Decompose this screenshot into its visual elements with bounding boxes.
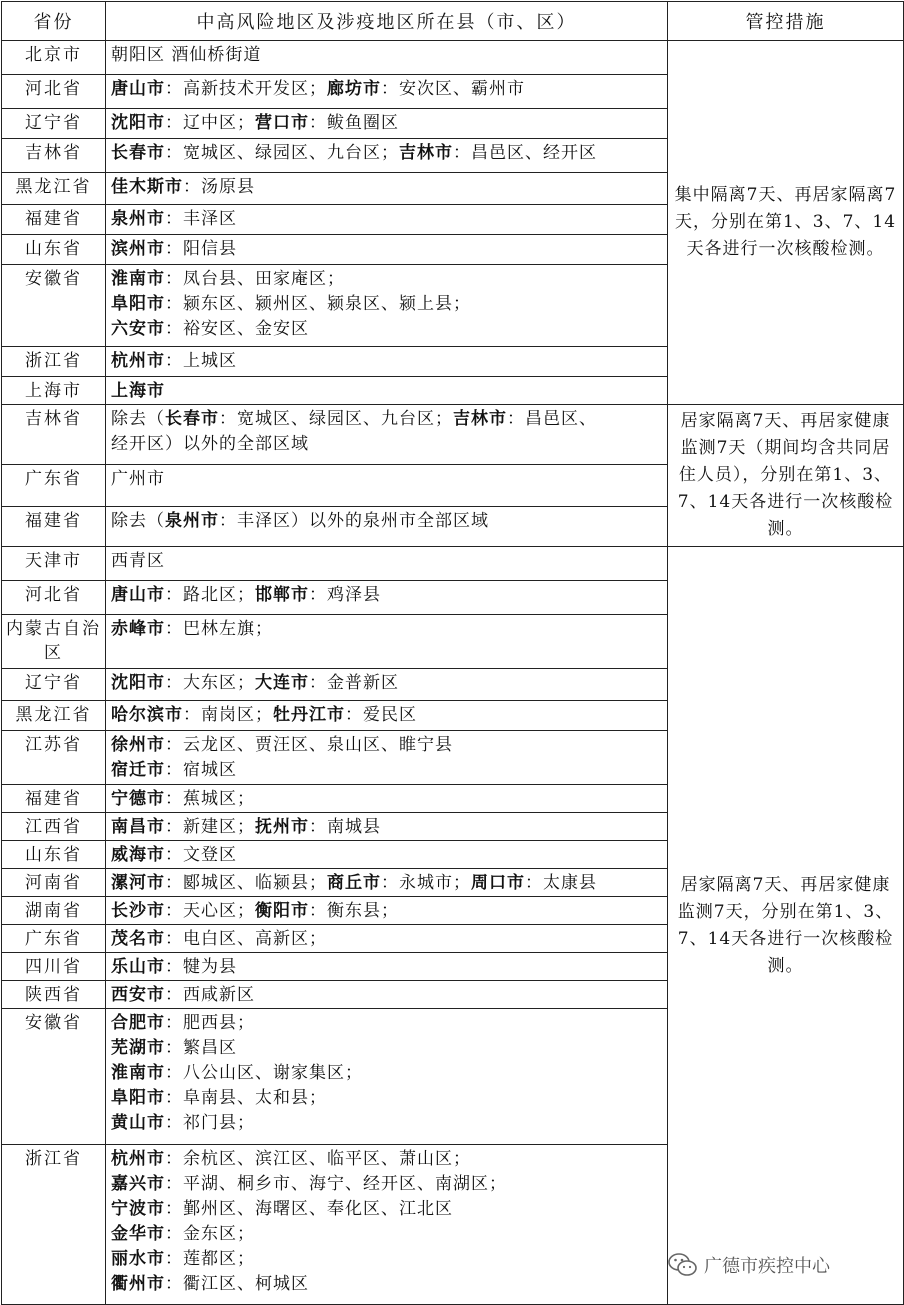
area-cell [106,265,668,347]
city-name: 芜湖市 [111,1038,165,1058]
control-measure-cell: 居家隔离7天、再居家健康监测7天，分别在第1、3、7、14天各进行一次核酸检测。 [668,547,904,1305]
area-cell [106,897,668,925]
area-line [111,432,667,457]
area-line [111,267,667,292]
city-name: 泉州市 [111,209,165,229]
district-list: ：丰泽区）以外的泉州市全部区域 [219,511,489,531]
district-list: ：巴林左旗； [165,619,273,639]
city-name: 宁波市 [111,1199,165,1219]
province-cell: 黑龙江省 [2,173,106,205]
district-list: ：阜南县、太和县； [165,1088,327,1108]
district-list: 除去（ [111,511,165,531]
district-list: ：永城市； [381,873,471,893]
province-cell: 江西省 [2,813,106,841]
area-cell [106,615,668,669]
header-measures: 管控措施 [668,2,904,41]
district-list: ：宽城区、绿园区、九台区； [165,143,399,163]
area-cell [106,581,668,615]
district-list: ：莲都区； [165,1249,255,1269]
area-line [111,175,667,200]
area-line [111,1172,667,1197]
district-list: ：裕安区、金安区 [165,319,309,339]
area-line [111,317,667,342]
province-cell: 浙江省 [2,347,106,377]
area-line [111,1036,667,1061]
district-list: ：郾城区、临颍县； [165,873,327,893]
province-cell: 辽宁省 [2,669,106,701]
province-cell: 福建省 [2,205,106,235]
city-name: 廊坊市 [327,79,381,99]
area-line [111,843,667,868]
district-list: ：八公山区、谢家集区； [165,1063,363,1083]
city-name: 长春市 [111,143,165,163]
city-name: 茂名市 [111,929,165,949]
province-cell: 湖南省 [2,897,106,925]
area-cell [106,813,668,841]
watermark-text: 广德市疾控中心 [704,1256,830,1277]
district-list: ：鄞州区、海曙区、奉化区、江北区 [165,1199,453,1219]
city-name: 滨州市 [111,239,165,259]
area-line [111,703,667,728]
city-name: 宁德市 [111,789,165,809]
province-cell: 北京市 [2,41,106,75]
city-name: 营口市 [255,113,309,133]
province-cell: 山东省 [2,841,106,869]
district-list: ：衡东县； [309,901,399,921]
area-cell [106,547,668,581]
province-cell: 四川省 [2,953,106,981]
district-list: 广州市 [111,469,165,489]
area-line [111,237,667,262]
city-name: 西安市 [111,985,165,1005]
district-list: ：安次区、霸州市 [381,79,525,99]
area-line [111,815,667,840]
city-name: 唐山市 [111,79,165,99]
city-name: 淮南市 [111,269,165,289]
area-line [111,955,667,980]
city-name: 牡丹江市 [273,705,345,725]
city-name: 衡阳市 [255,901,309,921]
province-cell: 内蒙古自治区 [2,615,106,669]
area-line [111,787,667,812]
district-list: ：平湖、桐乡市、海宁、经开区、南湖区； [165,1174,507,1194]
area-line [111,1247,667,1272]
district-list: ：爱民区 [345,705,417,725]
area-line [111,583,667,608]
area-cell [106,41,668,75]
area-line [111,983,667,1008]
area-cell [106,953,668,981]
district-list: 经开区）以外的全部区域 [111,434,309,454]
district-list: ：繁昌区 [165,1038,237,1058]
city-name: 丽水市 [111,1249,165,1269]
area-line [111,871,667,896]
city-name: 六安市 [111,319,165,339]
city-name: 沈阳市 [111,113,165,133]
district-list: ：凤台县、田家庵区； [165,269,345,289]
province-cell: 安徽省 [2,265,106,347]
city-name: 淮南市 [111,1063,165,1083]
area-cell [106,405,668,465]
city-name: 宿迁市 [111,760,165,780]
city-name: 上海市 [111,381,165,401]
area-cell [106,981,668,1009]
district-list: ：大东区； [165,673,255,693]
area-cell [106,75,668,109]
watermark [668,1248,898,1282]
area-cell [106,1145,668,1305]
district-list: ：鲅鱼圈区 [309,113,399,133]
province-cell: 福建省 [2,785,106,813]
district-list: ：新建区； [165,817,255,837]
province-cell: 吉林省 [2,405,106,465]
area-line [111,379,667,404]
area-line [111,1011,667,1036]
area-line [111,1111,667,1136]
city-name: 衢州市 [111,1274,165,1294]
area-line [111,1197,667,1222]
district-list: ：犍为县 [165,957,237,977]
province-cell: 河北省 [2,75,106,109]
district-list: ：金普新区 [309,673,399,693]
city-name: 合肥市 [111,1013,165,1033]
district-list: ：西咸新区 [165,985,255,1005]
district-list: ：高新技术开发区； [165,79,327,99]
table-row [2,41,904,75]
area-line [111,1222,667,1247]
area-cell [106,669,668,701]
city-name: 杭州市 [111,1149,165,1169]
area-cell [106,925,668,953]
area-line [111,509,667,534]
city-name: 长沙市 [111,901,165,921]
district-list: ：颍东区、颍州区、颍泉区、颍上县； [165,294,471,314]
province-cell: 上海市 [2,377,106,405]
area-line [111,733,667,758]
district-list: ：阳信县 [165,239,237,259]
area-cell [106,109,668,139]
city-name: 嘉兴市 [111,1174,165,1194]
control-measure-cell: 居家隔离7天、再居家健康监测7天（期间均含共同居住人员），分别在第1、3、7、14天各进行一次核酸检测。 [668,405,904,547]
header-row [2,2,904,41]
district-list: ：汤原县 [183,177,255,197]
province-cell: 安徽省 [2,1009,106,1145]
city-name: 佳木斯市 [111,177,183,197]
city-name: 漯河市 [111,873,165,893]
area-line [111,758,667,783]
city-name: 泉州市 [165,511,219,531]
area-cell [106,701,668,731]
district-list: ：电白区、高新区； [165,929,327,949]
area-line [111,1061,667,1086]
district-list: ：祁门县； [165,1113,255,1133]
wechat-icon [668,1252,698,1278]
province-cell: 吉林省 [2,139,106,173]
area-line [111,77,667,102]
city-name: 黄山市 [111,1113,165,1133]
control-measure-cell: 集中隔离7天、再居家隔离7天，分别在第1、3、7、14天各进行一次核酸检测。 [668,41,904,405]
city-name: 大连市 [255,673,309,693]
area-cell [106,1009,668,1145]
area-line [111,617,667,642]
province-cell: 河南省 [2,869,106,897]
area-cell [106,139,668,173]
district-list: ：余杭区、滨江区、临平区、萧山区； [165,1149,471,1169]
city-name: 抚州市 [255,817,309,837]
area-line [111,43,667,68]
city-name: 威海市 [111,845,165,865]
area-line [111,292,667,317]
area-cell [106,465,668,507]
risk-area-table [1,1,904,1305]
district-list: ：肥西县； [165,1013,255,1033]
province-cell: 河北省 [2,581,106,615]
city-name: 乐山市 [111,957,165,977]
district-list: ：宽城区、绿园区、九台区； [219,409,453,429]
table-body [2,2,904,1305]
district-list: ：上城区 [165,351,237,371]
district-list: 西青区 [111,551,165,571]
district-list: ：云龙区、贾汪区、泉山区、睢宁县 [165,735,453,755]
area-line [111,1086,667,1111]
city-name: 南昌市 [111,817,165,837]
city-name: 商丘市 [327,873,381,893]
city-name: 吉林市 [453,409,507,429]
area-cell [106,205,668,235]
city-name: 徐州市 [111,735,165,755]
district-list: ：金东区； [165,1224,255,1244]
header-province: 省份 [2,2,106,41]
area-line [111,467,667,492]
district-list: ：鸡泽县 [309,585,381,605]
area-line [111,407,667,432]
province-cell: 广东省 [2,925,106,953]
city-name: 赤峰市 [111,619,165,639]
city-name: 吉林市 [399,143,453,163]
area-line [111,111,667,136]
district-list: ：昌邑区、 [507,409,597,429]
area-line [111,141,667,166]
city-name: 哈尔滨市 [111,705,183,725]
table-row [2,405,904,465]
area-cell [106,377,668,405]
city-name: 阜阳市 [111,294,165,314]
district-list: ：南城县 [309,817,381,837]
city-name: 阜阳市 [111,1088,165,1108]
area-line [111,899,667,924]
province-cell: 天津市 [2,547,106,581]
area-cell [106,347,668,377]
district-list: ：昌邑区、经开区 [453,143,597,163]
area-line [111,349,667,374]
district-list: ：太康县 [525,873,597,893]
district-list: ：宿城区 [165,760,237,780]
district-list: 除去（ [111,409,165,429]
district-list: ：南岗区； [183,705,273,725]
district-list: ：天心区； [165,901,255,921]
area-cell [106,841,668,869]
area-cell [106,235,668,265]
area-cell [106,173,668,205]
area-cell [106,731,668,785]
province-cell: 山东省 [2,235,106,265]
header-areas: 中高风险地区及涉疫地区所在县（市、区） [106,2,668,41]
city-name: 金华市 [111,1224,165,1244]
province-cell: 陕西省 [2,981,106,1009]
district-list: 朝阳区 酒仙桥街道 [111,45,262,65]
area-line [111,927,667,952]
district-list: ：辽中区； [165,113,255,133]
province-cell: 江苏省 [2,731,106,785]
province-cell: 黑龙江省 [2,701,106,731]
area-line [111,549,667,574]
table-row [2,547,904,581]
area-cell [106,785,668,813]
district-list: ：蕉城区； [165,789,255,809]
province-cell: 广东省 [2,465,106,507]
city-name: 周口市 [471,873,525,893]
city-name: 沈阳市 [111,673,165,693]
area-line [111,671,667,696]
city-name: 唐山市 [111,585,165,605]
city-name: 邯郸市 [255,585,309,605]
city-name: 长春市 [165,409,219,429]
district-list: ：路北区； [165,585,255,605]
area-cell [106,507,668,547]
province-cell: 辽宁省 [2,109,106,139]
district-list: ：衢江区、柯城区 [165,1274,309,1294]
district-list: ：文登区 [165,845,237,865]
city-name: 杭州市 [111,351,165,371]
area-line [111,1147,667,1172]
area-line [111,1272,667,1297]
province-cell: 福建省 [2,507,106,547]
district-list: ：丰泽区 [165,209,237,229]
area-cell [106,869,668,897]
area-line [111,207,667,232]
province-cell: 浙江省 [2,1145,106,1305]
